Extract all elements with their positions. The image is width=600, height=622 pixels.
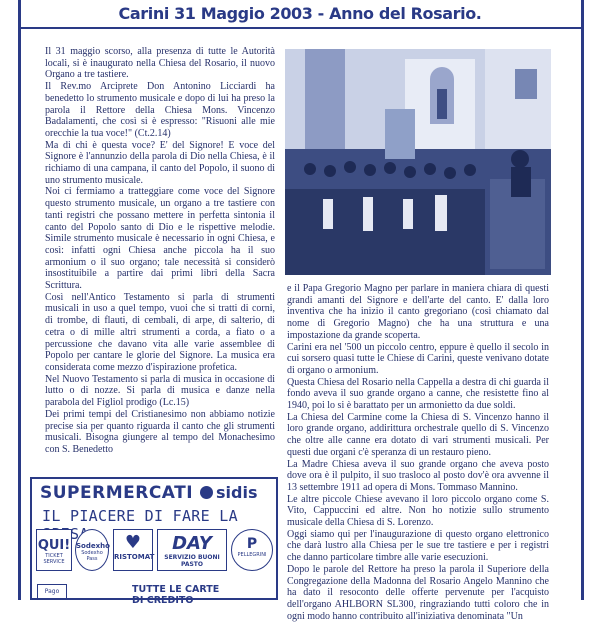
paragraph: Così nell'Antico Testamento si parla di strumenti musicali in uso a quel tempo, vuoi che si tratti di corni, di trombe, di flauti, di cembali, di arpe, di salterio, di cetra o di mille altri strumenti a corda, a fiato o a percussione che davano vita alle varie assemblee di Popolo per cantare le glorie del Signore. La musica era considerata come mezzo d'ispirazione profetica. [45, 291, 275, 373]
paragraph: e il Papa Gregorio Magno per parlare in maniera chiara di questi grandi amanti del Signore e dell'arte del canto. E' dalla loro inventiva che ha inizio il canto gregoriano (così chiamato dal nome di Gregorio Magno) che ha una struttura e una impostazione da grande scoperta. [287, 283, 549, 341]
supermarket-advertisement [30, 477, 278, 606]
paragraph: Noi ci fermiamo a tratteggiare come voce del Signore questo strumento musicale, un organo a tre tastiere con tanti registri che possano mettere in perfetta sintonia il canto del Popolo santo di Dio e le rispettive melodie. Simile strumento musicale è necessario in ogni Chiesa, e così: infatti ogni Chiesa anche piccola ha il suo armonium o il suo organo; tale necessità si considerò insostituibile a partire dai primi libri della Sacra Scrittura. [45, 186, 275, 292]
paragraph: Dei primi tempi del Cristianesimo non abbiamo notizie precise sia per quanto riguarda il canto che gli strumenti musicali. Bisogna giungere al tempo del Monachesimo con S. Benedetto [45, 408, 275, 455]
article-column-left [45, 46, 275, 456]
paragraph: Carini era nel '500 un piccolo centro, eppure è quello il secolo in cui sorsero quasi tutte le Chiese di Carini, queste venivano dotate di organo o armonium. [287, 341, 549, 376]
paragraph: Le altre piccole Chiese avevano il loro piccolo organo come S. Vito, Cappuccini ed altre. Non ho notizie sullo strumento musicale della Chiesa di S. Lorenzo. [287, 493, 549, 529]
paragraph: Questa Chiesa del Rosario nella Cappella a destra di chi guarda il fondo aveva il suo grande organo a canne, che resistette fino al 1940, poi lo si è barattato per un armonietto da due soldi. [287, 376, 549, 412]
church-photo [285, 49, 551, 275]
logo-qui: QUI! TICKET SERVICE [36, 529, 72, 571]
paragraph: La Chiesa del Carmine come la Chiesa di S. Vincenzo hanno il loro grande organo, addirittura orchestrale quello di S. Vincenzo che oltre alle canne era dotato di vari strumenti musicali. Per questi due organi c'è speranza di un restauro pieno. [287, 411, 549, 458]
paragraph: Dopo le parole del Rettore ha preso la parola il Superiore della Congregazione della Madonna del Rosario Angelo Mannino che ha dato il resoconto delle offerte pervenute per l'acquisto dell'organo AHLBORN SL300, ringraziando tutti coloro che in ogni modo hanno contribuito all'iniziativa denominata "Un [287, 563, 549, 622]
ad-brand-name: sidis [216, 483, 258, 502]
logo-day: DAY SERVIZIO BUONI PASTO [157, 529, 227, 571]
paragraph: Il Rev.mo Arciprete Don Antonino Licciardi ha benedetto lo strumento musicale e dopo di lui ha preso la parola il Rettore della Chiesa Mons. Vincenzo Badalamenti, che così si è espresso: "Risuoni alle mie orecchie la tua voce!" (Ct.2.14) [45, 81, 275, 139]
paragraph: Nel Nuovo Testamento si parla di musica in occasione di lutto o di nozze. Si parla di musica e danze nella parabola del Figliol prodigo (Lc.15) [45, 373, 275, 409]
ad-slogan: IL PIACERE DI FARE LA [42, 507, 238, 525]
page-headline: Carini 31 Maggio 2003 - Anno del Rosario. [118, 4, 482, 23]
paragraph: La Madre Chiesa aveva il suo grande organo che aveva posto dove ora è il pulpito, il suo trasloco al posto dov'è ora avvenne il 13 settembre 1911 ad opera di Mons. Tommaso Mannino. [287, 458, 549, 493]
credit-cards-text: TUTTE LE CARTE DI CREDITO [132, 584, 220, 606]
ad-title: SUPERMERCATI [40, 483, 194, 503]
paragraph: Ma di chi è questa voce? E' del Signore! E voce del Signore è l'annunzio della parola di Dio nella Chiesa, è il richiamo di una campana, il canto del Popolo, il suono di uno strumento musicale. [45, 139, 275, 186]
logo-sodexho: Sodexho Sodexho Pass [75, 529, 109, 571]
headline-rule [18, 27, 584, 29]
logo-ristomat: ♥ RISTOMAT [113, 529, 153, 571]
paragraph: Il 31 maggio scorso, alla presenza di tutte le Autorità locali, si è inaugurato nella Chiesa del Rosario, il nuovo Organo a tre tastiere. [45, 46, 275, 81]
article-column-right [287, 283, 549, 622]
ad-brand [200, 483, 257, 502]
logo-pellegrini: P PELLEGRINI [231, 529, 273, 571]
church-interior-illustration [285, 49, 551, 275]
brand-dot-icon [200, 486, 213, 499]
pago-bancomat-logo: Pago [37, 584, 67, 600]
paragraph: Oggi siamo qui per l'inaugurazione di questo organo elettronico che darà lustro alla Chiesa per le sue tre tastiere e per i registri che danno particolare timbre alle varie esecuzioni. [287, 528, 549, 564]
